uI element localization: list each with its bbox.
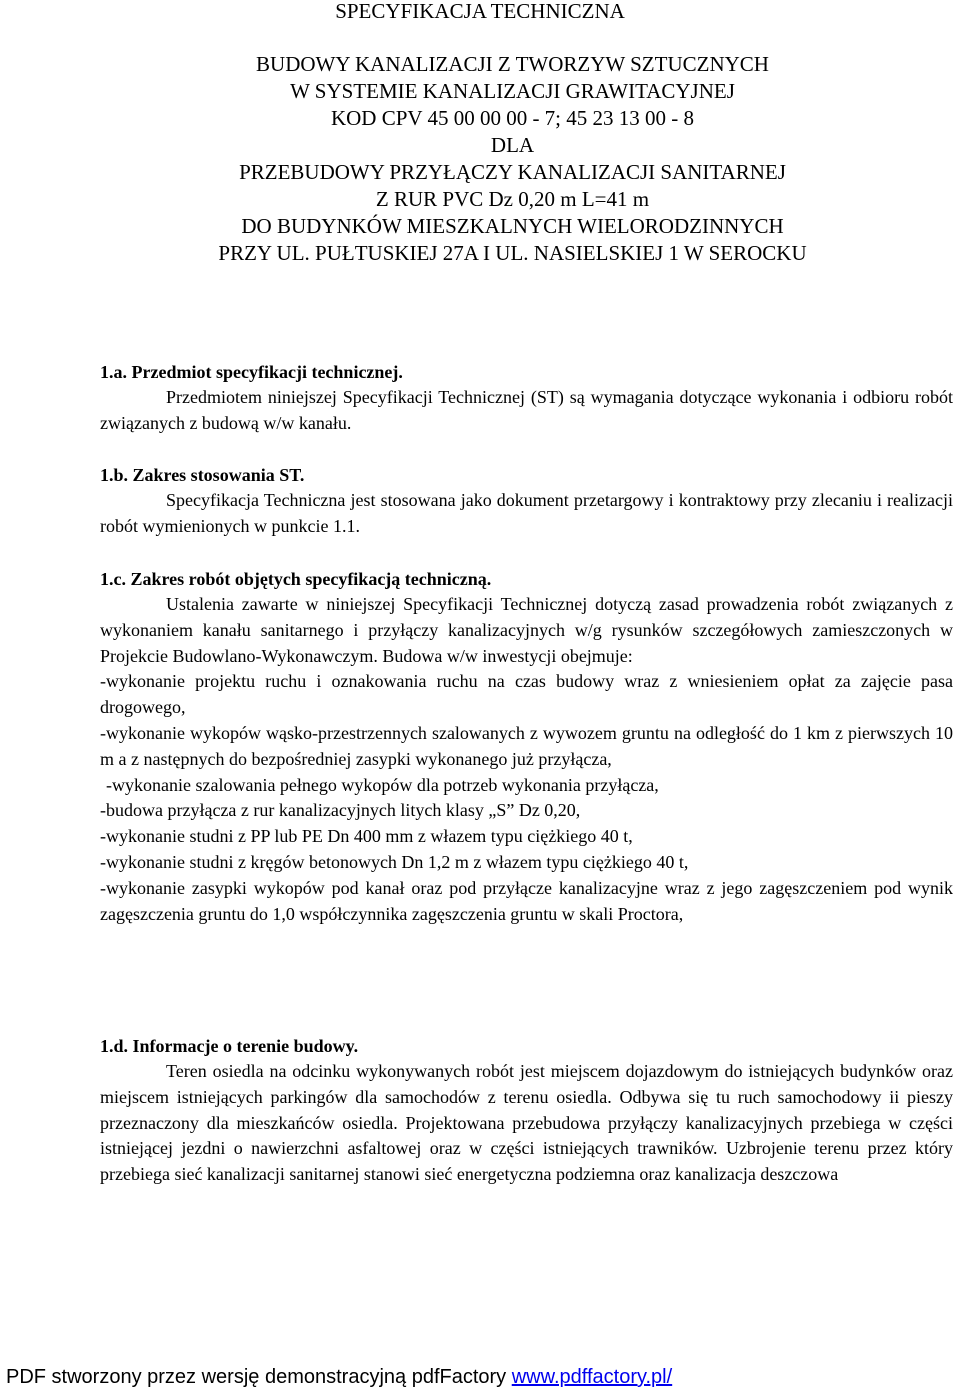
section-body: Przedmiotem niniejszej Specyfikacji Technicznej (ST) są wymagania dotyczące wykonania i odbioru robót związanych z budową w/w kanału. [100, 387, 953, 433]
subtitle-line: DLA [490, 133, 535, 157]
footer-text: PDF stworzony przez wersję demonstracyjną pdfFactory [6, 1366, 512, 1388]
subtitle-line: Z RUR PVC Dz 0,20 m L=41 m [375, 187, 650, 211]
section-1c [100, 566, 953, 927]
section-1b [100, 462, 953, 540]
section-intro: Ustalenia zawarte w niniejszej Specyfikacji Technicznej dotyczą zasad prowadzenia robót związanych z wykonaniem kanału sanitarnego i przyłączy kanalizacyjnych w/g rysunków szczegółowych zamieszczonych w Projekcie Budowlano-Wykonawczym. Budowa w/w inwestycji obejmuje: [100, 594, 953, 666]
subtitle-line: W SYSTEMIE KANALIZACJI GRAWITACYJNEJ [290, 79, 735, 103]
list-item: -budowa przyłącza z rur kanalizacyjnych litych klasy „S” Dz 0,20, [100, 800, 581, 821]
list-item: -wykonanie zasypki wykopów pod kanał oraz pod przyłącze kanalizacyjne wraz z jego zagęszczeniem pod wynik zagęszczenia gruntu do 1,0 współczynnika zagęszczenia gruntu w skali Proctora, [100, 877, 953, 924]
page-title: SPECYFIKACJA TECHNICZNA [335, 0, 625, 23]
pdf-footer [6, 1364, 672, 1390]
subtitle-line: BUDOWY KANALIZACJI Z TWORZYW SZTUCZNYCH [256, 52, 769, 76]
section-1d [100, 1033, 953, 1188]
section-1a [100, 359, 953, 437]
section-heading: 1.c. Zakres robót objętych specyfikacją techniczną. [100, 569, 492, 589]
list-item: -wykonanie projektu ruchu i oznakowania ruchu na czas budowy wraz z wniesieniem opłat za zajęcie pasa drogowego, [100, 671, 953, 718]
list-item: -wykonanie studni z kręgów betonowych Dn 1,2 m z włazem typu ciężkiego 40 t, [100, 851, 689, 872]
footer-link[interactable]: www.pdffactory.pl/ [511, 1366, 673, 1388]
subtitle-line: PRZEBUDOWY PRZYŁĄCZY KANALIZACJI SANITARNEJ [239, 160, 786, 184]
list-item: -wykonanie szalowania pełnego wykopów dla potrzeb wykonania przyłącza, [106, 774, 659, 795]
subtitle-line: PRZY UL. PUŁTUSKIEJ 27A I UL. NASIELSKIEJ 1 W SEROCKU [218, 241, 807, 265]
document-subtitle [160, 51, 865, 267]
section-body: Specyfikacja Techniczna jest stosowana jako dokument przetargowy i kontraktowy przy zlecaniu i realizacji robót wymienionych w punkcie 1.1. [100, 490, 953, 536]
subtitle-line: DO BUDYNKÓW MIESZKALNYCH WIELORODZINNYCH [241, 214, 784, 238]
section-heading: 1.a. Przedmiot specyfikacji technicznej. [100, 362, 403, 382]
section-heading: 1.b. Zakres stosowania ST. [100, 465, 305, 485]
section-body: Teren osiedla na odcinku wykonywanych robót jest miejscem dojazdowym do istniejących budynków oraz miejscem istniejących parkingów dla samochodów z terenu osiedla. Odbywa się tu ruch samochodowy ii pieszy przeznaczony dla mieszkańców osiedla. Projektowana przebudowa przyłączy kanalizacyjnych przebiega w części istniejącej jezdni o nawierzchni asfaltowej oraz w części istniejących trawników. Uzbrojenie terenu przez który przebiega sieć kanalizacji sanitarnej stanowi sieć energetyczna podziemna oraz kanalizacja deszczowa [100, 1061, 953, 1185]
section-heading: 1.d. Informacje o terenie budowy. [100, 1036, 359, 1056]
list-item: -wykonanie wykopów wąsko-przestrzennych szalowanych z wywozem gruntu na odległość do 1 km z pierwszych 10 m a z następnych do bezpośredniej zasypki wykonanego już przyłącza, [100, 722, 953, 769]
list-item: -wykonanie studni z PP lub PE Dn 400 mm z włazem typu ciężkiego 40 t, [100, 826, 633, 847]
subtitle-line: KOD CPV 45 00 00 00 - 7; 45 23 13 00 - 8 [330, 106, 695, 130]
